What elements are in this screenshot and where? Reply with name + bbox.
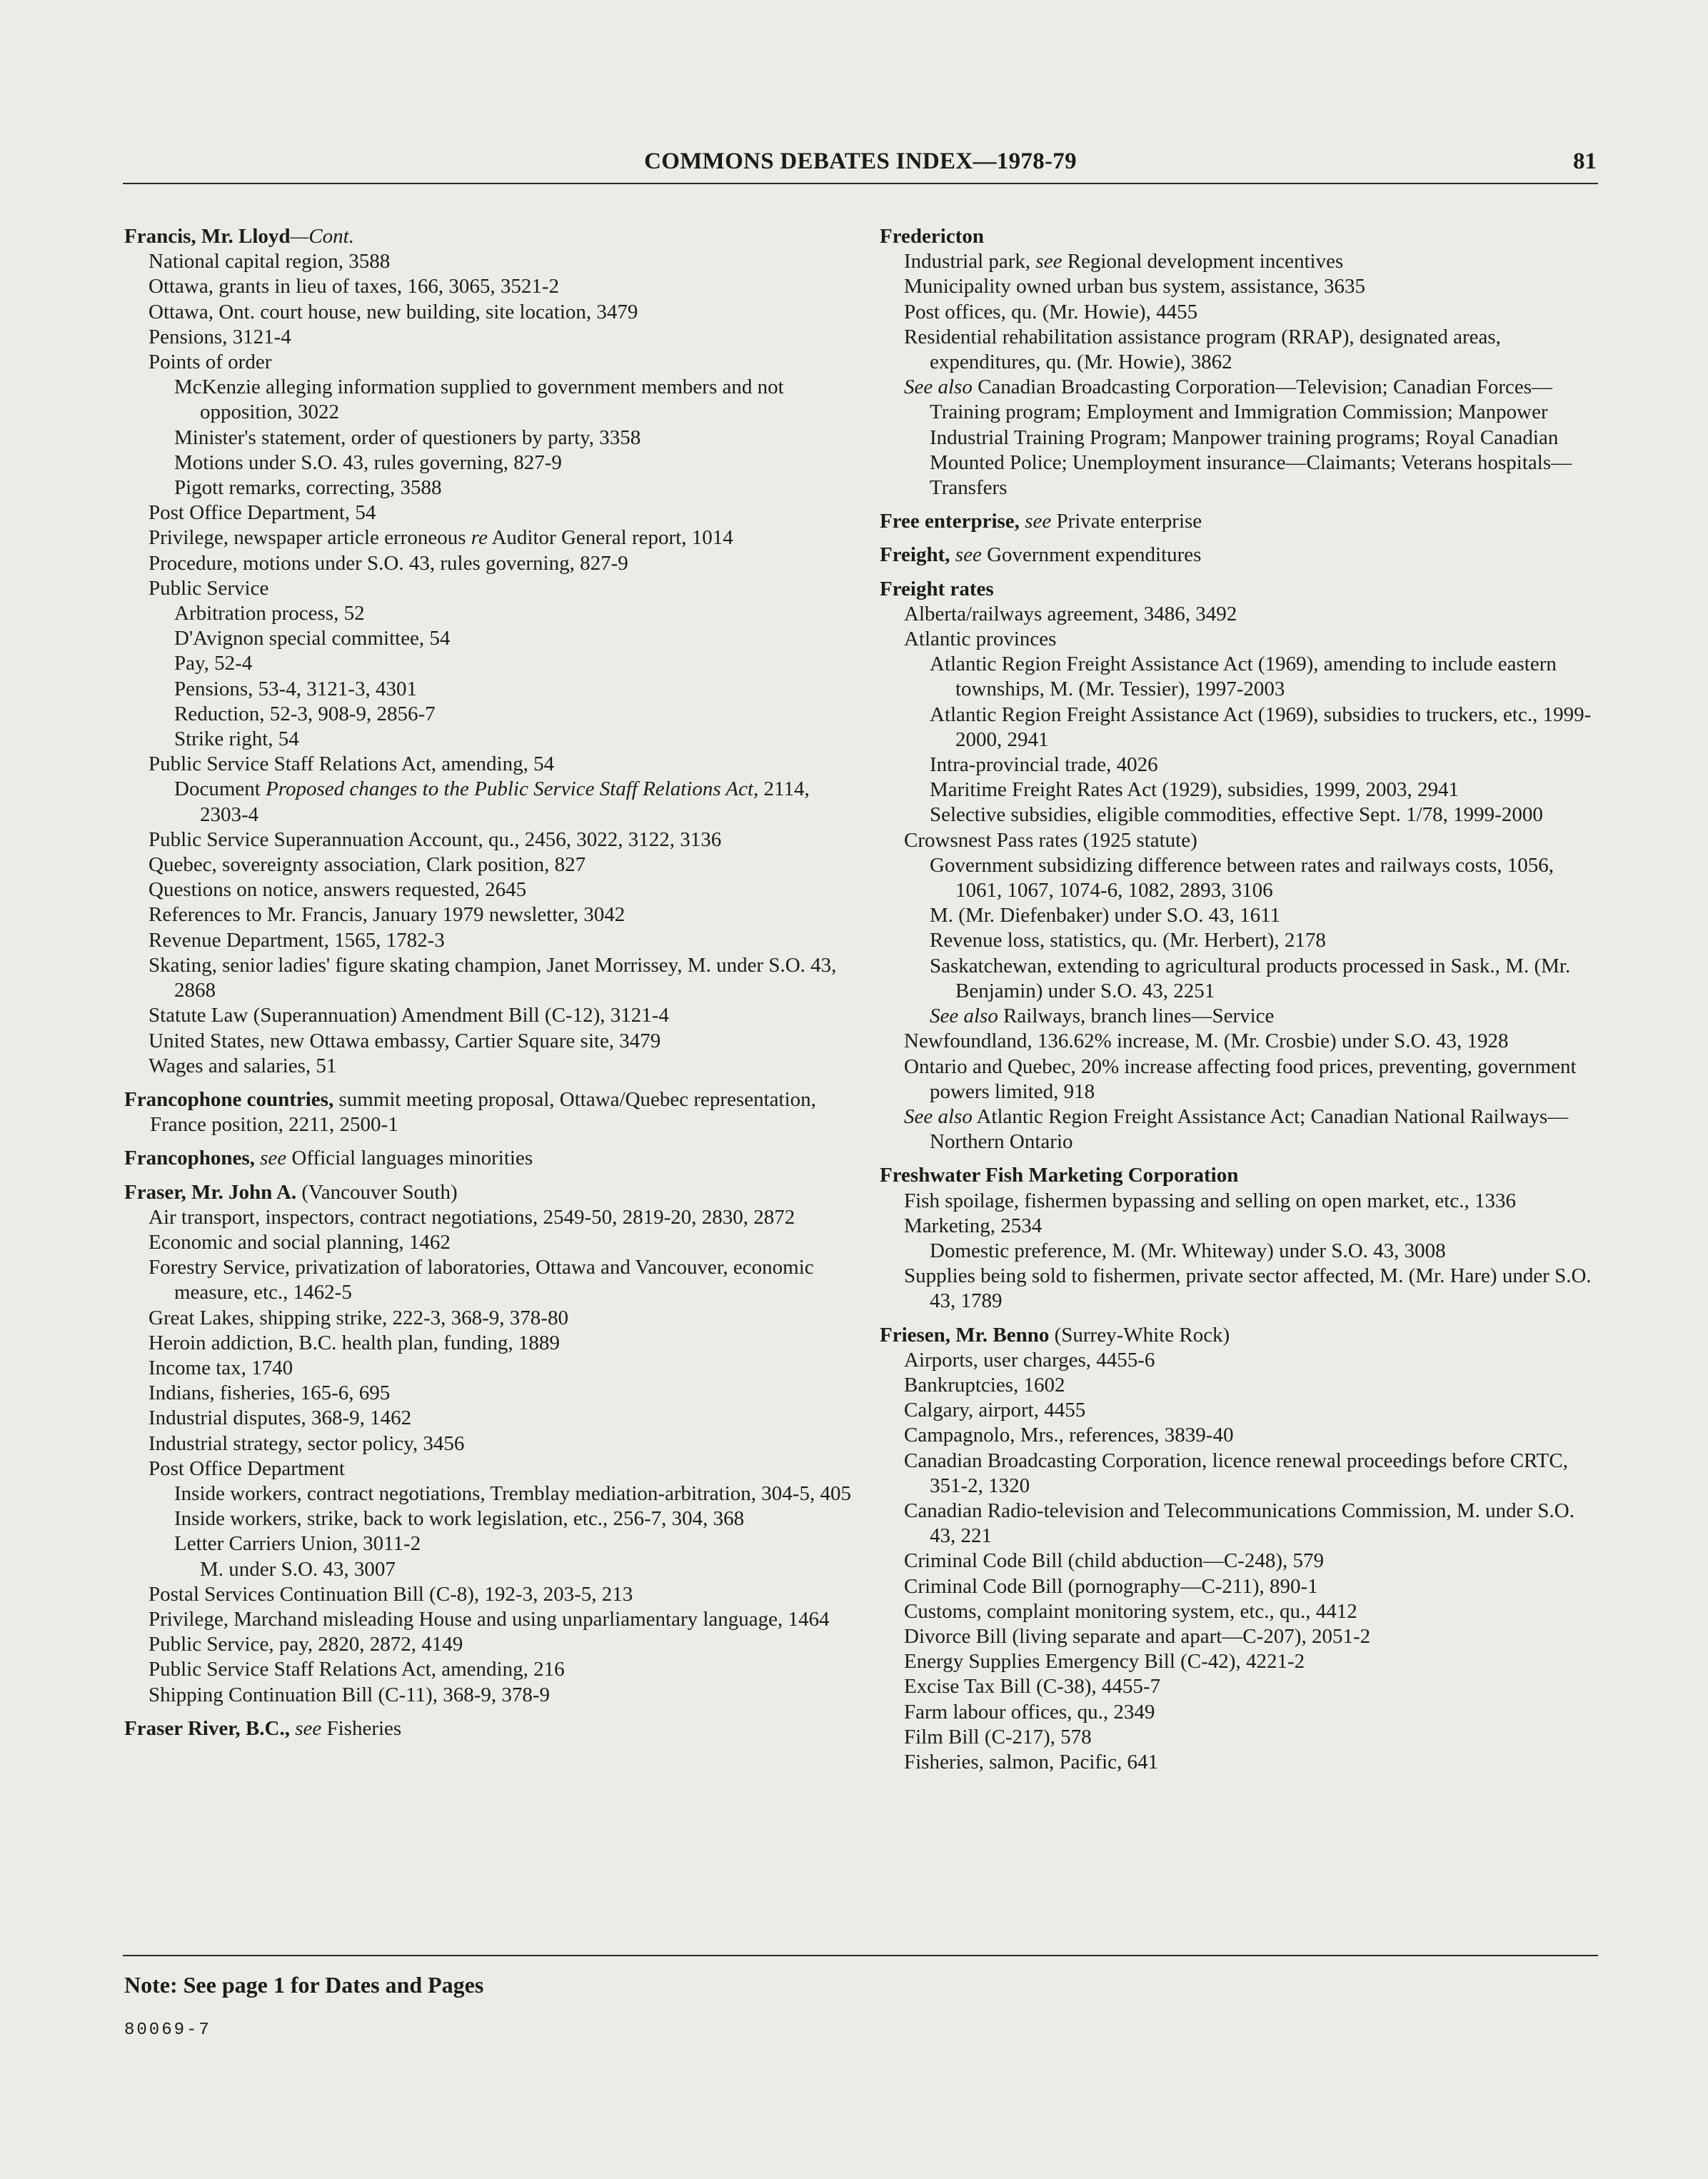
subentry-italic: See also: [904, 376, 973, 399]
subentry-line: Supplies being sold to fishermen, private sector affected, M. (Mr. Hare) under S.O. 43, 1789: [904, 1264, 1592, 1313]
heading-detail: Fisheries: [321, 1716, 402, 1740]
subentry-italic: Proposed changes to the Public Service Staff Relations Act,: [266, 778, 759, 801]
entry-heading: [124, 1087, 860, 1137]
subentry-line: Public Service Staff Relations Act, amending, 54: [149, 753, 555, 776]
subentry-line: [880, 1104, 1601, 1154]
see-reference-label: see: [950, 543, 982, 567]
subentry-line: Airports, user charges, 4455-6: [904, 1348, 1155, 1372]
entry-heading: [880, 224, 1601, 249]
entry-heading: [880, 1163, 1601, 1188]
subentry-text: Industrial park,: [904, 250, 1036, 273]
subentry-italic: re: [471, 526, 488, 550]
footer-rule: [123, 1955, 1598, 1956]
subentry-line: Campagnolo, Mrs., references, 3839-40: [904, 1424, 1234, 1447]
subentry-line: Domestic preference, M. (Mr. Whiteway) under S.O. 43, 3008: [930, 1239, 1446, 1262]
subentry-italic: See also: [930, 1005, 998, 1028]
subentry-line: Pigott remarks, correcting, 3588: [174, 476, 442, 500]
entry-heading: [124, 1180, 860, 1205]
subentry-line: Public Service Staff Relations Act, amending, 216: [149, 1658, 565, 1681]
heading-term: Freshwater Fish Marketing Corporation: [880, 1164, 1239, 1187]
subentry-line: [880, 249, 1601, 274]
header-rule: [123, 183, 1598, 184]
subentry-line: Heroin addiction, B.C. health plan, funding, 1889: [149, 1331, 560, 1354]
subentry-line: Public Service, pay, 2820, 2872, 4149: [149, 1633, 463, 1656]
subentry-line: Reduction, 52-3, 908-9, 2856-7: [174, 702, 436, 725]
entry-heading: [880, 509, 1601, 534]
subentry-line: [124, 525, 860, 550]
subentry-line: Pensions, 3121-4: [149, 325, 291, 348]
subentry-line: Fisheries, salmon, Pacific, 641: [904, 1750, 1159, 1773]
subentry-line: [880, 1004, 1601, 1029]
subentry-line: References to Mr. Francis, January 1979 newsletter, 3042: [149, 903, 626, 927]
subentry-line: Motions under S.O. 43, rules governing, 827-9: [174, 451, 562, 474]
subentry-line: Strike right, 54: [174, 728, 299, 751]
index-entry: [880, 1163, 1601, 1314]
subentry-line: D'Avignon special committee, 54: [174, 627, 451, 650]
subentry-line: McKenzie alleging information supplied to government members and not opposition, 3022: [174, 376, 784, 424]
running-title: COMMONS DEBATES INDEX—1978-79: [644, 149, 1077, 174]
heading-term: Freight rates: [880, 577, 994, 600]
heading-detail: Government expenditures: [981, 543, 1202, 567]
subentry-line: Alberta/railways agreement, 3486, 3492: [904, 602, 1237, 625]
subentry-line: Inside workers, strike, back to work legislation, etc., 256-7, 304, 368: [174, 1507, 745, 1531]
heading-term: Fraser, Mr. John A.: [124, 1180, 297, 1204]
subentry-line: Customs, complaint monitoring system, etc., qu., 4412: [904, 1599, 1357, 1623]
subentry-line: [880, 375, 1601, 500]
subentry-text: Privilege, newspaper article erroneous: [149, 526, 471, 550]
subentry-line: Forestry Service, privatization of laboratories, Ottawa and Vancouver, economic measure, etc., 1462-5: [149, 1256, 814, 1304]
print-code: 80069-7: [124, 2021, 211, 2040]
subentry-line: Selective subsidies, eligible commodities, effective Sept. 1/78, 1999-2000: [930, 803, 1543, 827]
heading-term: Freight,: [880, 543, 950, 567]
heading-term: Fredericton: [880, 225, 985, 248]
subentry-line: Farm labour offices, qu., 2349: [904, 1700, 1155, 1723]
heading-detail: Private enterprise: [1051, 510, 1202, 533]
subentry-line: M. (Mr. Diefenbaker) under S.O. 43, 1611: [930, 904, 1281, 927]
subentry-text: 2114, 2303-4: [200, 778, 810, 826]
subentry-line: Post Office Department: [149, 1456, 345, 1480]
entry-heading: [880, 577, 1601, 602]
heading-term: Fraser River, B.C.,: [124, 1716, 290, 1740]
index-entry: [124, 1087, 860, 1137]
subentry-line: Canadian Broadcasting Corporation, licence renewal proceedings before CRTC, 351-2, 1320: [904, 1449, 1568, 1497]
subentry-line: Great Lakes, shipping strike, 222-3, 368-9, 378-80: [149, 1306, 568, 1329]
subentry-line: M. under S.O. 43, 3007: [200, 1557, 396, 1581]
subentry-line: Inside workers, contract negotiations, Tremblay mediation-arbitration, 304-5, 405: [174, 1481, 851, 1505]
subentry-text: Atlantic Region Freight Assistance Act; Canadian National Railways—Northern Ontario: [930, 1104, 1569, 1154]
subentry-line: Government subsidizing difference between rates and railways costs, 1056, 1061, 1067, 1074-6, 1082, 2893, 3106: [930, 853, 1554, 902]
heading-detail: (Surrey-White Rock): [1049, 1323, 1230, 1347]
subentry-line: Criminal Code Bill (child abduction—C-248), 579: [904, 1549, 1324, 1573]
subentry-line: Air transport, inspectors, contract negotiations, 2549-50, 2819-20, 2830, 2872: [149, 1205, 795, 1229]
see-reference-label: see: [254, 1147, 287, 1170]
subentry-italic: see: [1035, 250, 1063, 273]
heading-term: Free enterprise,: [880, 510, 1020, 533]
subentry-line: Intra-provincial trade, 4026: [930, 753, 1158, 777]
subentry-line: Revenue loss, statistics, qu. (Mr. Herbert), 2178: [930, 929, 1326, 952]
subentry-line: Saskatchewan, extending to agricultural products processed in Sask., M. (Mr. Benjamin) under S.O. 43, 2251: [930, 954, 1571, 1002]
subentry-text: Railways, branch lines—Service: [998, 1005, 1275, 1028]
heading-continued: —Cont.: [290, 225, 354, 248]
heading-detail: (Vancouver South): [296, 1180, 458, 1204]
index-entry: [880, 1323, 1601, 1776]
index-entry: [880, 577, 1601, 1155]
subentry-line: Residential rehabilitation assistance program (RRAP), designated areas, expenditures, qu. (Mr. Howie), 3862: [904, 325, 1501, 374]
index-entry: [124, 1146, 860, 1171]
subentry-line: Industrial disputes, 368-9, 1462: [149, 1406, 412, 1430]
entry-heading: [124, 224, 860, 249]
subentry-line: Procedure, motions under S.O. 43, rules governing, 827-9: [149, 551, 628, 575]
index-column-right: [880, 224, 1601, 1783]
subentry-line: National capital region, 3588: [149, 250, 391, 273]
subentry-line: Minister's statement, order of questioners by party, 3358: [174, 426, 641, 449]
subentry-line: Film Bill (C-217), 578: [904, 1725, 1092, 1748]
subentry-line: Indians, fisheries, 165-6, 695: [149, 1382, 391, 1405]
subentry-line: Atlantic Region Freight Assistance Act (1969), amending to include eastern townships, M. (Mr. Tessier), 1997-2003: [930, 653, 1557, 701]
index-entry: [880, 543, 1601, 568]
subentry-line: Privilege, Marchand misleading House and using unparliamentary language, 1464: [149, 1607, 830, 1631]
subentry-line: Income tax, 1740: [149, 1356, 293, 1379]
subentry-line: Atlantic Region Freight Assistance Act (1969), subsidies to truckers, etc., 1999-2000, 2941: [930, 703, 1592, 751]
entry-heading: [880, 1323, 1601, 1348]
subentry-line: Newfoundland, 136.62% increase, M. (Mr. Crosbie) under S.O. 43, 1928: [904, 1030, 1509, 1053]
subentry-text: Regional development incentives: [1062, 250, 1344, 273]
subentry-line: Fish spoilage, fishermen bypassing and selling on open market, etc., 1336: [904, 1189, 1516, 1212]
subentry-line: Criminal Code Bill (pornography—C-211), 890-1: [904, 1574, 1318, 1598]
heading-detail: summit meeting proposal, Ottawa/Quebec representation, France position, 2211, 2500-1: [150, 1087, 816, 1137]
heading-detail: Official languages minorities: [286, 1147, 533, 1170]
subentry-line: Quebec, sovereignty association, Clark position, 827: [149, 853, 586, 877]
subentry-line: Economic and social planning, 1462: [149, 1230, 451, 1254]
index-entry: [880, 509, 1601, 534]
subentry-line: Municipality owned urban bus system, assistance, 3635: [904, 275, 1365, 298]
heading-term: Francophones,: [124, 1147, 255, 1170]
index-entry: [124, 1716, 860, 1741]
subentry-text: Canadian Broadcasting Corporation—Television; Canadian Forces—Training program; Employment and Immigration Commission; Manpower Industrial Training Program; Manpower training programs; Royal Canadian Mounted Police; Unemployment insurance—Claimants; Veterans hospitals—Transfers: [930, 376, 1572, 500]
subentry-line: Points of order: [149, 351, 272, 374]
page-header: [124, 149, 1597, 184]
subentry-line: Bankruptcies, 1602: [904, 1373, 1065, 1397]
subentry-line: Pay, 52-4: [174, 652, 253, 675]
subentry-line: United States, new Ottawa embassy, Cartier Square site, 3479: [149, 1029, 661, 1052]
subentry-line: Arbitration process, 52: [174, 602, 365, 625]
index-column-left: [124, 224, 860, 1750]
index-entry: [124, 224, 860, 1079]
subentry-line: Atlantic provinces: [904, 628, 1057, 651]
subentry-line: Revenue Department, 1565, 1782-3: [149, 928, 445, 952]
subentry-line: Divorce Bill (living separate and apart—C-207), 2051-2: [904, 1624, 1371, 1648]
see-reference-label: see: [289, 1716, 322, 1740]
index-entry: [880, 224, 1601, 500]
subentry-line: Questions on notice, answers requested, 2645: [149, 878, 527, 902]
subentry-line: Maritime Freight Rates Act (1929), subsidies, 1999, 2003, 2941: [930, 778, 1460, 802]
subentry-text: Auditor General report, 1014: [487, 526, 733, 550]
entry-heading: [124, 1146, 860, 1171]
subentry-line: Public Service: [149, 576, 269, 600]
heading-term: Francis, Mr. Lloyd: [124, 225, 291, 248]
subentry-line: Letter Carriers Union, 3011-2: [174, 1532, 421, 1556]
subentry-line: Crowsnest Pass rates (1925 statute): [904, 828, 1197, 852]
subentry-line: Canadian Radio-television and Telecommunications Commission, M. under S.O. 43, 221: [904, 1499, 1575, 1548]
subentry-line: Skating, senior ladies' figure skating champion, Janet Morrissey, M. under S.O. 43, 2868: [149, 953, 837, 1002]
subentry-line: Calgary, airport, 4455: [904, 1399, 1086, 1422]
index-entry: [124, 1180, 860, 1708]
subentry-line: Marketing, 2534: [904, 1214, 1043, 1237]
subentry-text: Document: [174, 778, 266, 801]
subentry-line: Public Service Superannuation Account, qu., 2456, 3022, 3122, 3136: [149, 827, 722, 851]
see-reference-label: see: [1019, 510, 1052, 533]
subentry-line: Ottawa, grants in lieu of taxes, 166, 3065, 3521-2: [149, 275, 560, 298]
subentry-line: Ottawa, Ont. court house, new building, site location, 3479: [149, 300, 638, 323]
subentry-line: Postal Services Continuation Bill (C-8), 192-3, 203-5, 213: [149, 1582, 633, 1606]
subentry-line: Ontario and Quebec, 20% increase affecting food prices, preventing, government powers limited, 918: [904, 1055, 1577, 1103]
entry-heading: [880, 543, 1601, 568]
entry-heading: [124, 1716, 860, 1741]
subentry-italic: See also: [904, 1104, 973, 1128]
footer-note: Note: See page 1 for Dates and Pages: [124, 1972, 484, 1998]
subentry-line: Post offices, qu. (Mr. Howie), 4455: [904, 300, 1198, 323]
page-number: 81: [1573, 149, 1597, 174]
subentry-line: Pensions, 53-4, 3121-3, 4301: [174, 677, 417, 700]
subentry-line: Shipping Continuation Bill (C-11), 368-9, 378-9: [149, 1683, 551, 1706]
subentry-line: [124, 777, 860, 827]
subentry-line: Industrial strategy, sector policy, 3456: [149, 1431, 465, 1455]
heading-term: Friesen, Mr. Benno: [880, 1323, 1050, 1347]
subentry-line: Energy Supplies Emergency Bill (C-42), 4221-2: [904, 1650, 1305, 1674]
subentry-line: Wages and salaries, 51: [149, 1054, 337, 1077]
subentry-line: Statute Law (Superannuation) Amendment Bill (C-12), 3121-4: [149, 1004, 669, 1027]
subentry-line: Post Office Department, 54: [149, 501, 376, 525]
heading-term: Francophone countries,: [124, 1087, 334, 1111]
subentry-line: Excise Tax Bill (C-38), 4455-7: [904, 1675, 1161, 1699]
